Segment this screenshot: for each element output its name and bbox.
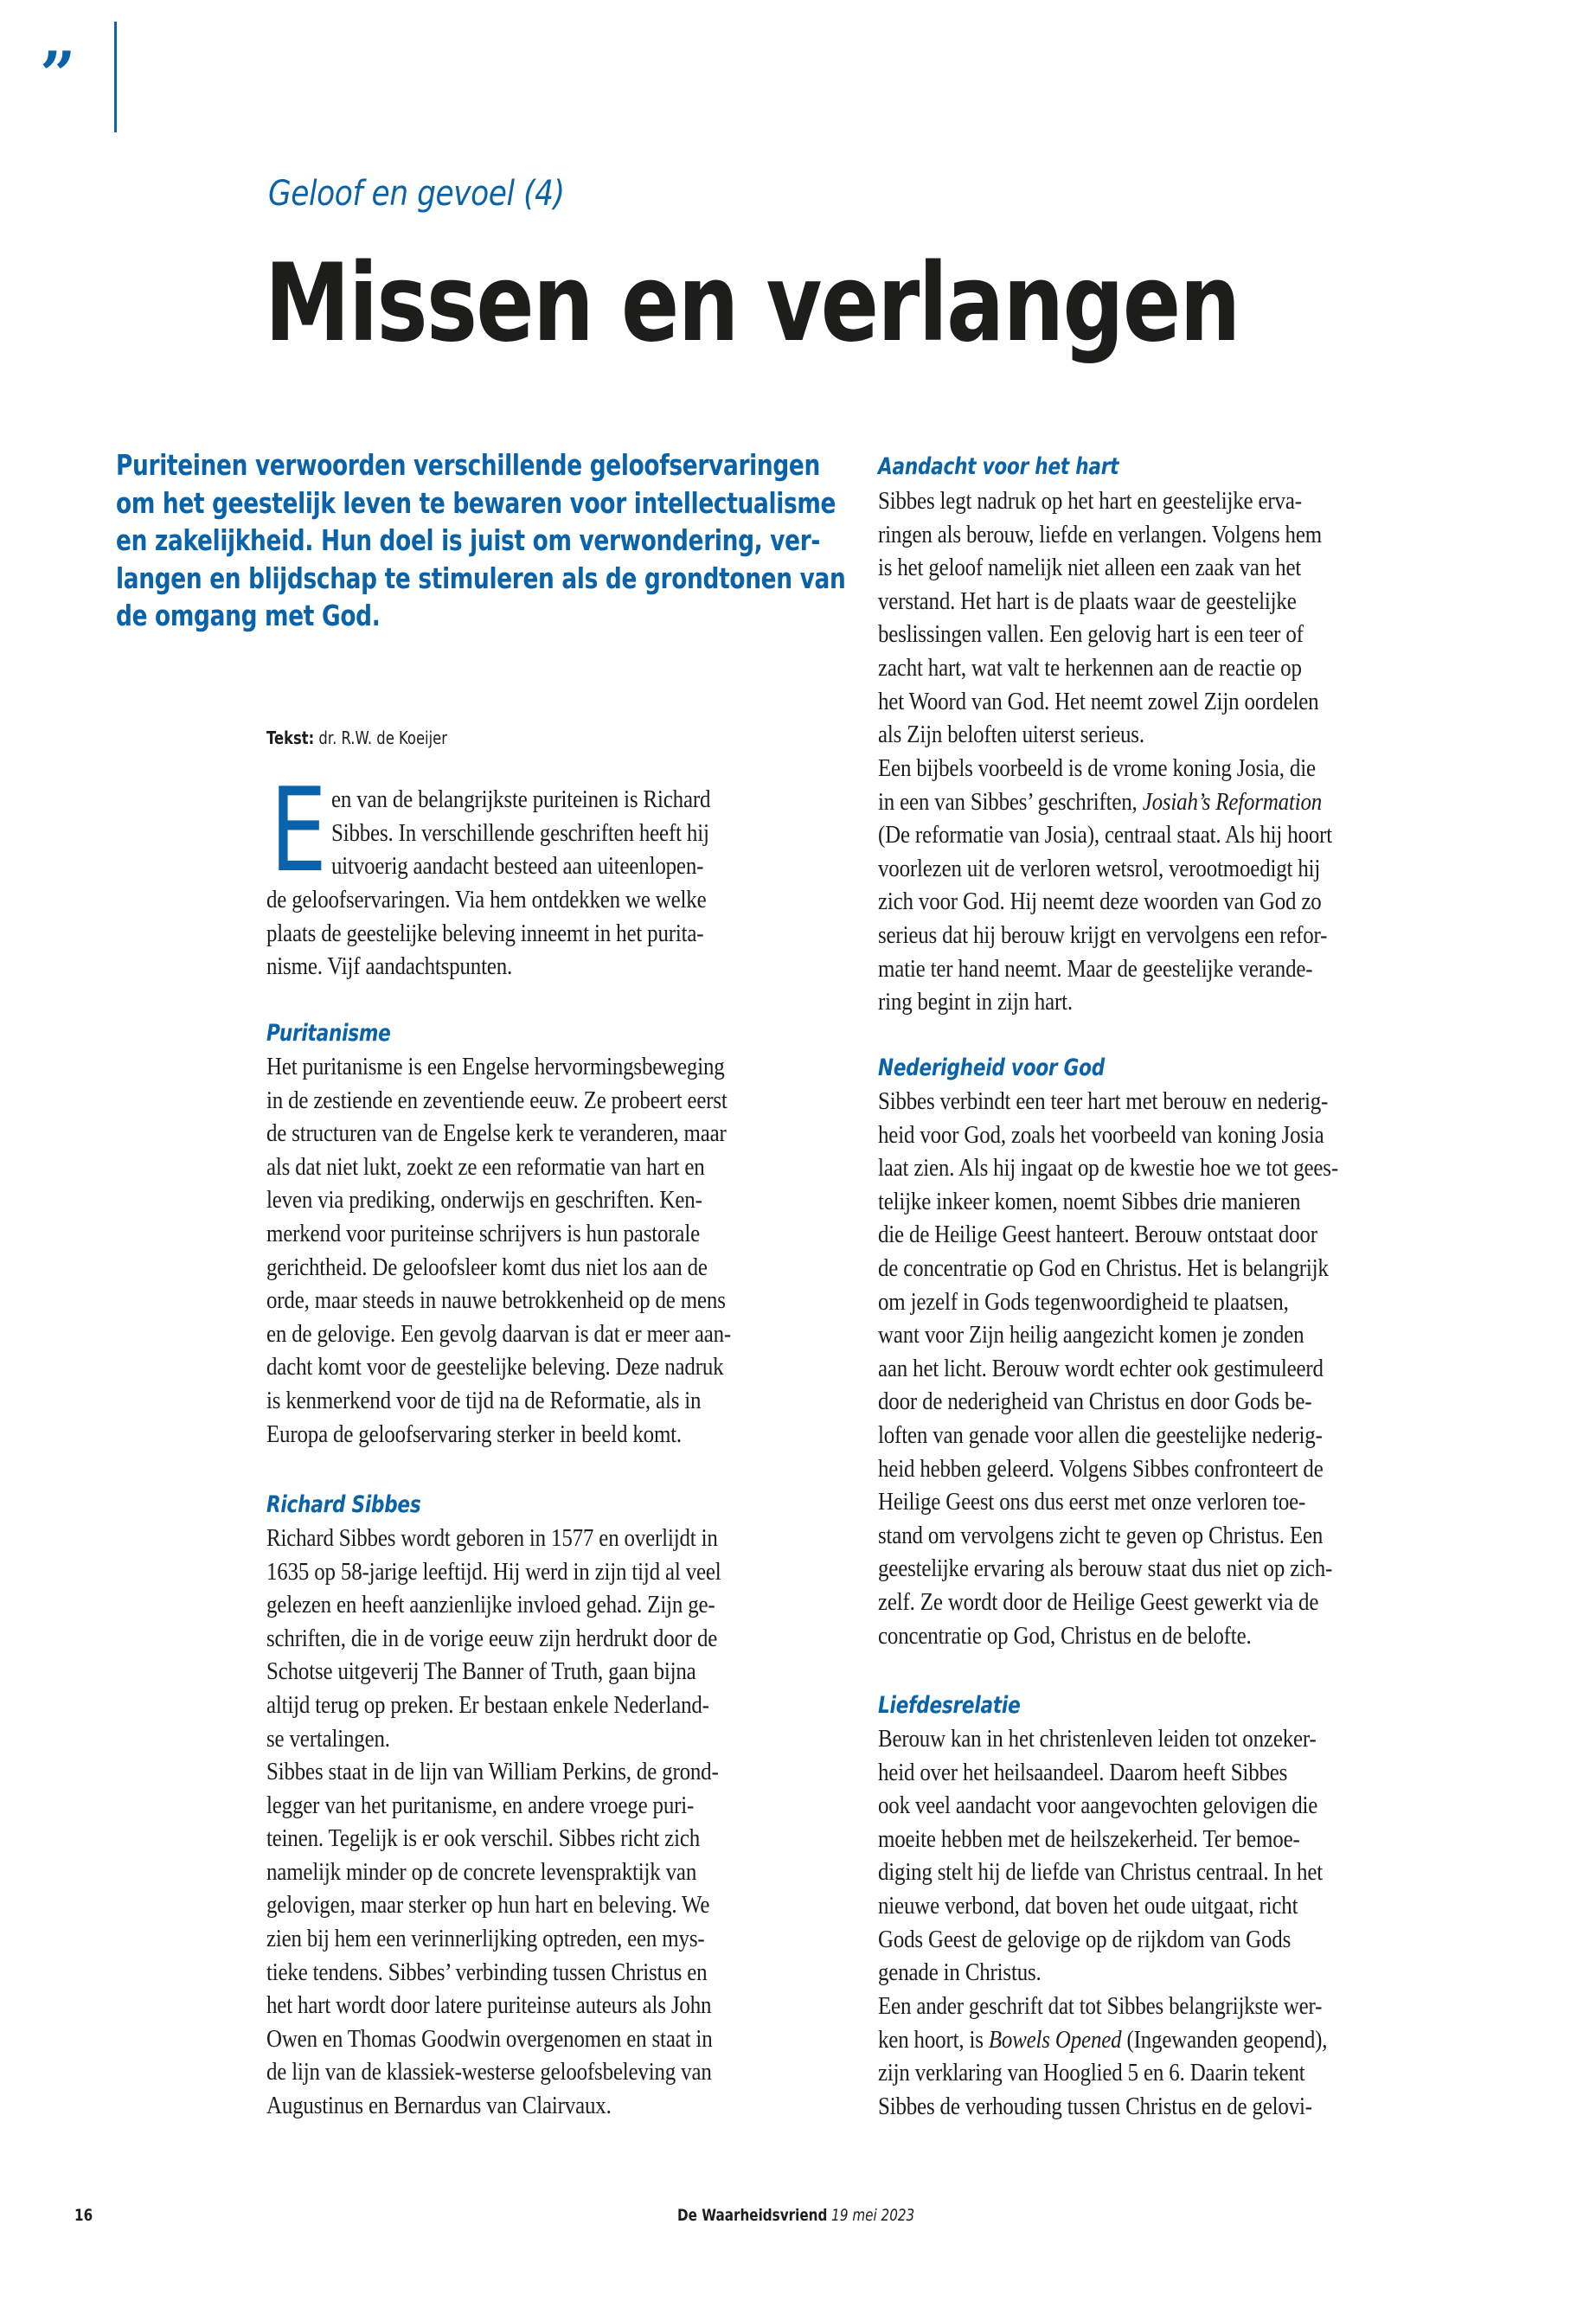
section-heading-puritanisme: Puritanisme <box>266 1020 391 1047</box>
page-number: 16 <box>74 2206 93 2225</box>
section-body-liefdesrelatie-2 <box>878 1990 1376 2123</box>
book-title: Josiah’s Reformation <box>1142 787 1323 816</box>
intro-lead: Puriteinen verwoorden verschillende geloofservaringen om het geestelijk leven te bewaren voor intellectualisme en zakelijkheid. Hun doel is juist om verwondering, ver- langen en blijdschap te stimuleren als de grondtonen van de omgang met God. <box>116 448 846 633</box>
drop-cap: E <box>270 763 328 898</box>
publication-date: 19 mei 2023 <box>831 2206 915 2225</box>
section-body-aandacht-1: Sibbes legt nadruk op het hart en geestelijke erva- ringen als berouw, liefde en verlangen. Volgens hem is het geloof namelijk niet alleen een zaak van het verstand. Het hart is de plaats waar de geestelijke beslissingen vallen. Een gelovig hart is een teer of zacht hart, wat valt te herkennen aan de reactie op het Woord van God. Het neemt zowel Zijn oordelen als Zijn beloften uiterst serieus. <box>878 487 1322 749</box>
section-heading-aandacht: Aandacht voor het hart <box>878 453 1119 480</box>
text-lines: zijn verklaring van Hooglied 5 en 6. Daarin tekent Sibbes de verhouding tussen Christus en de gelovi- <box>878 2059 1312 2120</box>
book-title: Bowels Opened <box>988 2025 1122 2054</box>
closing-quote-icon: ” <box>40 37 71 111</box>
section-body-richard-sibbes-1: Richard Sibbes wordt geboren in 1577 en overlijdt in 1635 op 58-jarige leeftijd. Hij werd in zijn tijd al veel gelezen en heeft aanzienlijke invloed gehad. Zijn ge- schriften, die in de vorige eeuw zijn herdrukt door de Schotse uitgeverij The Banner of Truth, gaan bijna altijd terug op preken. Er bestaan enkele Nederland- se vertalingen. <box>266 1524 721 1753</box>
section-body-nederigheid: Sibbes verbindt een teer hart met berouw en nederig- heid voor God, zoals het voorbeeld van koning Josia laat zien. Als hij ingaat op de kwestie hoe we tot gees- telijke inkeer komen, noemt Sibbes drie manieren die de Heilige Geest hanteert. Berouw ontstaat door de concentratie op God en Christus. Het is belangrijk om jezelf in Gods tegenwoordigheid te plaatsen, want voor Zijn heilig aangezicht komen je zonden aan het licht. Berouw wordt echter ook gestimuleerd door de nederigheid van Christus en door Gods be- loften van genade voor allen die geestelijke nederig- heid hebben geleerd. Volgens Sibbes confronteert de Heilige Geest ons dus eerst met onze verloren toe- stand om vervolgens zicht te geven op Christus. Een geestelijke ervaring als berouw staat dus niet op zich- zelf. Ze wordt door de Heilige Geest gewerkt via de concentratie op God, Christus en de belofte. <box>878 1087 1338 1650</box>
text-line: (Ingewanden geopend), <box>1121 2025 1328 2054</box>
byline-label: Tekst: <box>266 727 315 748</box>
section-body-aandacht-2 <box>878 752 1376 1019</box>
byline <box>266 727 447 749</box>
section-heading-richard-sibbes: Richard Sibbes <box>266 1491 421 1518</box>
section-heading-nederigheid: Nederigheid voor God <box>878 1054 1105 1081</box>
text-line: ken hoort, is <box>878 2025 989 2054</box>
section-body-puritanisme: Het puritanisme is een Engelse hervormingsbeweging in de zestiende en zeventiende eeuw. Ze probeert eerst de structuren van de Engelse kerk te veranderen, maar als dat niet lukt, zoekt ze een reformatie van hart en leven via prediking, onderwijs en geschriften. Ken- merkend voor puriteinse schrijvers is hun pastorale gerichtheid. De geloofsleer komt dus niet los aan de orde, maar steeds in nauwe betrokkenheid op de mens en de gelovige. Een gevolg daarvan is dat er meer aan- dacht komt voor de geestelijke beleving. Deze nadruk is kenmerkend voor de tijd na de Reformatie, als in Europa de geloofservaring sterker in beeld komt. <box>266 1053 732 1448</box>
vertical-rule <box>114 22 117 132</box>
text-line: Een bijbels voorbeeld is de vrome koning Josia, die <box>878 754 1316 782</box>
section-heading-liefdesrelatie: Liefdesrelatie <box>878 1692 1021 1719</box>
publication-name: De Waarheidsvriend <box>677 2206 828 2225</box>
opening-paragraph-continued: de geloofservaringen. Via hem ontdekken we welke plaats de geestelijke beleving inneemt in het purita- nisme. Vijf aandachtspunten. <box>266 886 707 981</box>
series-title: Geloof en gevoel (4) <box>268 174 565 214</box>
section-body-liefdesrelatie-1: Berouw kan in het christenleven leiden tot onzeker- heid over het heilsaandeel. Daarom heeft Sibbes ook veel aandacht voor aangevochten gelovigen die moeite hebben met de heilszekerheid. Ter bemoe- diging stelt hij de liefde van Christus centraal. In het nieuwe verbond, dat boven het oude uitgaat, richt Gods Geest de gelovige op de rijkdom van Gods genade in Christus. <box>878 1725 1323 1987</box>
section-body-richard-sibbes-2: Sibbes staat in de lijn van William Perkins, de grond- legger van het puritanisme, en andere vroege puri- teinen. Tegelijk is er ook verschil. Sibbes richt zich namelijk minder op de concrete levenspraktijk van gelovigen, maar sterker op hun hart en beleving. We zien bij hem een verinnerlijking optreden, een mys- tieke tendens. Sibbes’ verbinding tussen Christus en het hart wordt door latere puriteinse auteurs als John Owen en Thomas Goodwin overgenomen en staat in de lijn van de klassiek-westerse geloofsbeleving van Augustinus en Bernardus van Clairvaux. <box>266 1758 719 2119</box>
opening-paragraph-dropcap-lines: en van de belangrijkste puriteinen is Richard Sibbes. In verschillende geschriften heeft hij uitvoerig aandacht besteed aan uiteenlopen- <box>331 785 711 881</box>
text-lines: (De reformatie van Josia), centraal staat. Als hij hoort voorlezen uit de verloren wetsrol, verootmoedigt hij zich voor God. Hij neemt deze woorden van God zo serieus dat hij berouw krijgt en vervolgens een refor- matie ter hand neemt. Maar de geestelijke verande- ring begint in zijn hart. <box>878 821 1333 1016</box>
article-title: Missen en verlangen <box>265 241 1240 366</box>
publication-footer <box>677 2206 914 2225</box>
text-line: in een van Sibbes’ geschriften, <box>878 787 1143 816</box>
byline-author: dr. R.W. de Koeijer <box>318 727 448 748</box>
text-line: Een ander geschrift dat tot Sibbes belangrijkste wer- <box>878 1992 1323 2020</box>
